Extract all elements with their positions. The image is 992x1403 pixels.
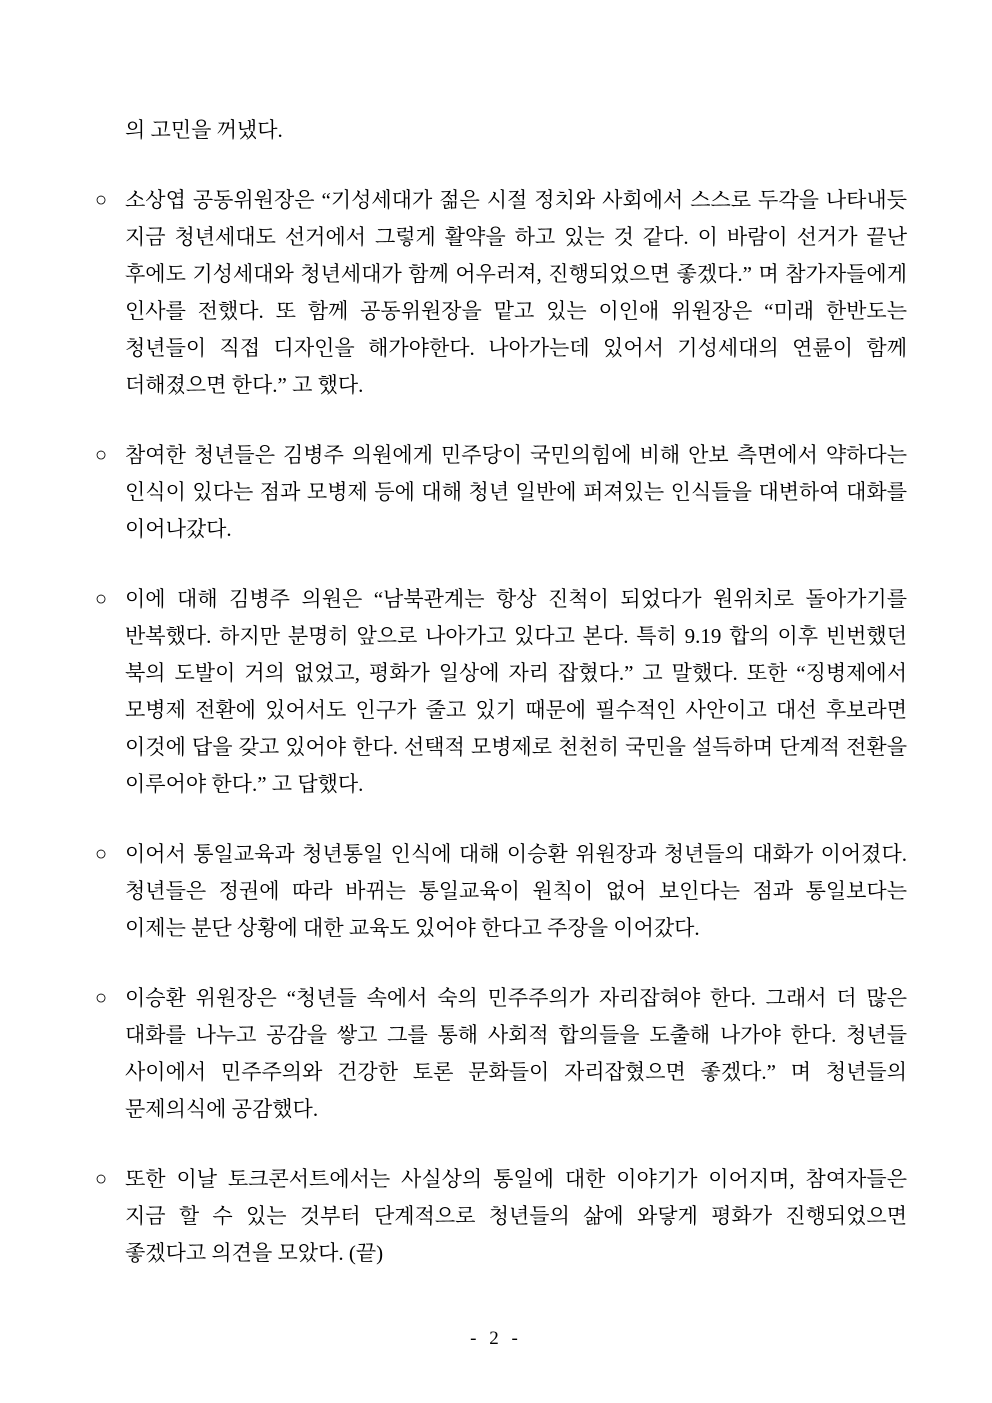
circle-bullet-icon: ○ (95, 987, 108, 1009)
circle-bullet-icon: ○ (95, 1168, 108, 1190)
circle-bullet-icon: ○ (95, 444, 108, 466)
paragraph-text: 이어서 통일교육과 청년통일 인식에 대해 이승환 위원장과 청년들의 대화가 이어졌다. 청년들은 정권에 따라 바뀌는 통일교육이 원칙이 없어 보인다는 점과 통일보다는 이제는 분단 상황에 대한 교육도 있어야 한다고 주장을 이어갔다. (125, 842, 907, 940)
bullet-paragraph (95, 1161, 907, 1272)
paragraph-text: 이에 대해 김병주 의원은 “남북관계는 항상 진척이 되었다가 원위치로 돌아가기를 반복했다. 하지만 분명히 앞으로 나아가고 있다고 본다. 특히 9.19 합의 이후 빈번했던 북의 도발이 거의 없었고, 평화가 일상에 자리 잡혔다.” 고 말했다. 또한 “징병제에서 모병제 전환에 있어서도 인구가 줄고 있기 때문에 필수적인 사안이고 대선 후보라면 이것에 답을 갖고 있어야 한다. 선택적 모병제로 천천히 국민을 설득하며 단계적 전환을 이루어야 한다.” 고 답했다. (125, 587, 907, 796)
bullet-paragraph (95, 980, 907, 1128)
paragraph-text: 이승환 위원장은 “청년들 속에서 숙의 민주주의가 자리잡혀야 한다. 그래서 더 많은 대화를 나누고 공감을 쌓고 그를 통해 사회적 합의들을 도출해 나가야 한다. 청년들 사이에서 민주주의와 건강한 토론 문화들이 자리잡혔으면 좋겠다.” 며 청년들의 문제의식에 공감했다. (125, 986, 907, 1121)
bullet-paragraph (95, 437, 907, 548)
paragraph-text: 또한 이날 토크콘서트에서는 사실상의 통일에 대한 이야기가 이어지며, 참여자들은 지금 할 수 있는 것부터 단계적으로 청년들의 삶에 와닿게 평화가 진행되었으면 좋겠다고 의견을 모았다. (끝) (125, 1167, 907, 1265)
bullet-paragraph (95, 182, 907, 404)
circle-bullet-icon: ○ (95, 588, 108, 610)
circle-bullet-icon: ○ (95, 843, 108, 865)
bullet-paragraph (95, 836, 907, 947)
document-body (95, 112, 907, 1272)
circle-bullet-icon: ○ (95, 189, 108, 211)
continuation-paragraph: 의 고민을 꺼냈다. (125, 118, 283, 142)
paragraph-text: 참여한 청년들은 김병주 의원에게 민주당이 국민의힘에 비해 안보 측면에서 약하다는 인식이 있다는 점과 모병제 등에 대해 청년 일반에 퍼져있는 인식들을 대변하여 대화를 이어나갔다. (125, 443, 907, 541)
paragraph-text: 소상엽 공동위원장은 “기성세대가 젊은 시절 정치와 사회에서 스스로 두각을 나타내듯 지금 청년세대도 선거에서 그렇게 활약을 하고 있는 것 같다. 이 바람이 선거가 끝난 후에도 기성세대와 청년세대가 함께 어우러져, 진행되었으면 좋겠다.” 며 참가자들에게 인사를 전했다. 또 함께 공동위원장을 맡고 있는 이인애 위원장은 “미래 한반도는 청년들이 직접 디자인을 해가야한다. 나아가는데 있어서 기성세대의 연륜이 함께 더해졌으면 한다.” 고 했다. (125, 188, 907, 397)
page-number: - 2 - (470, 1328, 522, 1349)
bullet-paragraph (95, 581, 907, 803)
